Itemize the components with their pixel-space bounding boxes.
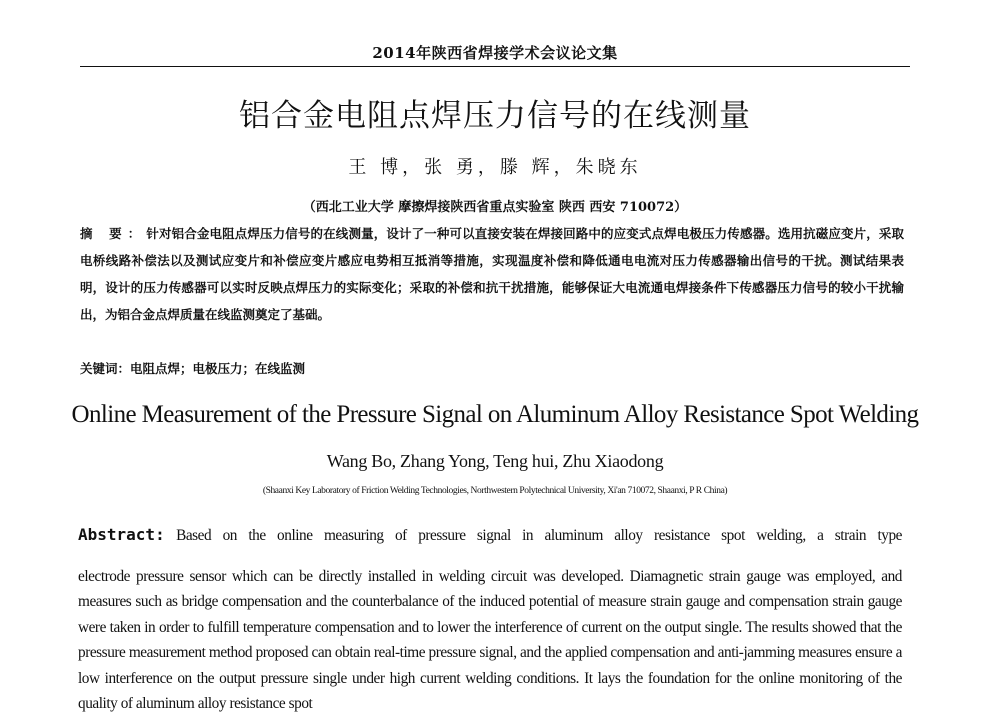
chinese-authors: 王 博，张 勇，滕 辉，朱晓东 [348,157,642,178]
running-header: 2014年陕西省焊接学术会议论文集 [372,44,618,62]
english-title: Online Measurement of the Pressure Signal on Aluminum Alloy Resistance Spot Welding [71,401,919,428]
chinese-abstract-text: 针对铝合金电阻点焊压力信号的在线测量，设计了一种可以直接安装在焊接回路中的应变式点焊电极压力传感器。选用抗磁应变片，采取电桥线路补偿法以及测试应变片和补偿应变片感应电势相互抵消等措施，实现温度补偿和降低通电电流对压力传感器输出信号的干扰。测试结果表明，设计的压力传感器可以实时反映点焊压力的实际变化；采取的补偿和抗干扰措施，能够保证大电流通电焊接条件下传感器压力信号的较小干扰输出，为铝合金点焊质量在线监测奠定了基础。 [80,226,904,322]
english-affiliation: (Shaanxi Key Laboratory of Friction Welding Technologies, Northwestern Polytechnical University, Xi'an 710072, Shaanxi, P R China) [262,486,728,496]
chinese-title: 铝合金电阻点焊压力信号的在线测量 [239,98,751,134]
english-abstract-first-line-text: Based on the online measuring of pressure signal in aluminum alloy resistance spot welding, a strain type [176,527,902,544]
english-abstract [78,522,902,717]
english-abstract-label: Abstract: [78,525,165,544]
header-rule [80,66,910,67]
chinese-keywords-label: 关键词： [80,361,131,376]
english-authors: Wang Bo, Zhang Yong, Teng hui, Zhu Xiaodong [326,451,664,471]
chinese-keywords [80,359,904,377]
english-abstract-first-line [78,522,902,549]
chinese-abstract [80,220,904,328]
chinese-keywords-text: 电阻点焊；电极压力；在线监测 [130,361,306,376]
chinese-affiliation: （西北工业大学 摩擦焊接陕西省重点实验室 陕西 西安 710072） [302,200,688,215]
english-abstract-text: electrode pressure sensor which can be directly installed in welding circuit was developed. Diamagnetic strain gauge was employed, and measures such as bridge compensation and the counterbalance of the induced potential of measure strain gauge and compensation strain gauge were taken in order to fulfill temperature compensation and to lower the interference of current on the output single. The results showed that the pressure measurement method proposed can obtain real-time pressure signal, and the applied compensation and anti-jamming measures ensure a low interference on the output pressure single under high current welding conditions. It lays the foundation for the online monitoring of the quality of aluminum alloy resistance spot [78,567,902,712]
chinese-abstract-label: 摘 要： [80,226,147,241]
